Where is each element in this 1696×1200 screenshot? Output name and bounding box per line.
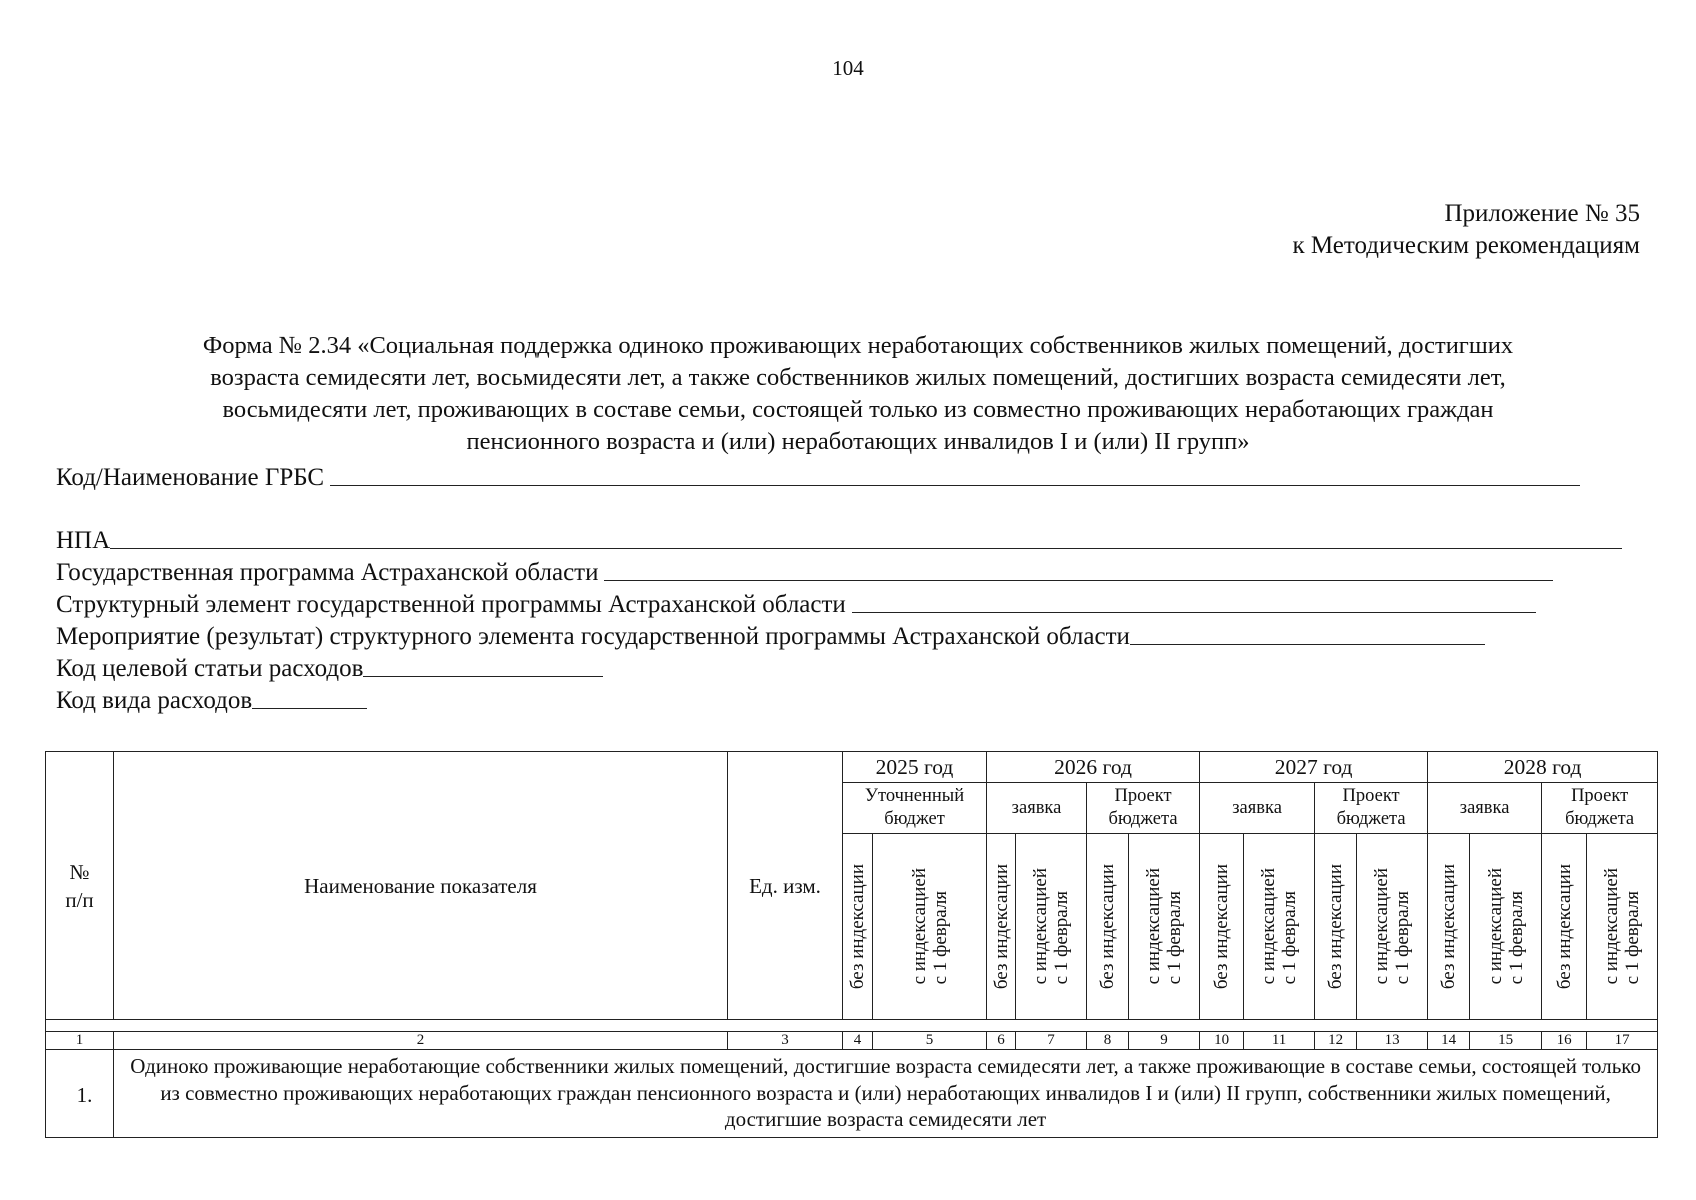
with-index-header [873, 834, 987, 1020]
column-number: 17 [1587, 1032, 1658, 1050]
no-index-header [1087, 834, 1129, 1020]
request-2028-header: заявка [1428, 783, 1542, 834]
with-index-header [1129, 834, 1200, 1020]
no-index-header [987, 834, 1016, 1020]
no-index-text: без индексации [1325, 863, 1347, 990]
form-title-line-1: Форма № 2.34 «Социальная поддержка одиноко проживающих неработающих собственников жилых помещений, достигших [202, 332, 1514, 359]
expense-code-label: Код вида расходов [56, 687, 253, 714]
header-gap-cell [46, 1020, 1658, 1032]
npa-label: НПА [56, 527, 111, 554]
form-title-line-3: восьмидесяти лет, проживающих в составе семьи, состоящей только из совместно проживающих неработающих граждан [222, 396, 1494, 423]
no-index-header [1315, 834, 1357, 1020]
no-index-text: без индексации [1211, 863, 1233, 990]
no-index-header [843, 834, 873, 1020]
with-index-line-1: с индексацией [1484, 868, 1506, 985]
measure-label: Мероприятие (результат) структурного элемента государственной программы Астраханской области [56, 623, 1130, 650]
column-number: 16 [1542, 1032, 1587, 1050]
no-index-header [1428, 834, 1470, 1020]
with-index-text [1143, 868, 1185, 984]
gos-program-field [56, 555, 1553, 587]
with-index-line-2: с 1 февраля [929, 891, 951, 985]
refined-budget-2025-header: Уточненный бюджет [843, 783, 987, 834]
npa-input-line[interactable] [110, 526, 1622, 549]
with-index-line-1: с индексацией [1143, 868, 1165, 985]
draft-budget-2028-header: Проект бюджета [1542, 783, 1658, 834]
appendix-line-1: Приложение № 35 [1444, 200, 1640, 227]
target-code-input-line[interactable] [363, 654, 603, 677]
form-title-line-2: возраста семидесяти лет, восьмидесяти лет, а также собственников жилых помещений, достигших возраста семидесяти лет, [210, 364, 1506, 391]
with-index-line-2: с 1 февраля [1279, 891, 1301, 985]
with-index-line-2: с 1 февраля [1505, 891, 1527, 985]
form-title [60, 330, 1656, 458]
grbs-input-line[interactable] [330, 463, 1580, 486]
header-gap [46, 1020, 1658, 1032]
struct-element-field [56, 587, 1536, 619]
target-code-label: Код целевой статьи расходов [56, 655, 364, 682]
with-index-line-2: с 1 февраля [1622, 891, 1644, 985]
target-code-field [56, 651, 603, 683]
with-index-header [1470, 834, 1542, 1020]
no-index-text: без индексации [1438, 863, 1460, 990]
table-row [46, 1050, 1658, 1138]
expense-code-input-line[interactable] [252, 686, 367, 709]
with-index-text [909, 868, 951, 984]
row-number: 1. [46, 1050, 114, 1138]
with-index-line-2: с 1 февраля [1051, 891, 1073, 985]
with-index-header [1244, 834, 1315, 1020]
no-index-text: без индексации [990, 863, 1012, 990]
with-index-text [1485, 868, 1527, 984]
with-index-header [1357, 834, 1428, 1020]
no-index-header [1542, 834, 1587, 1020]
gos-program-label: Государственная программа Астраханской области [56, 559, 599, 586]
with-index-line-2: с 1 февраля [1164, 891, 1186, 985]
no-index-header [1200, 834, 1244, 1020]
with-index-line-1: с индексацией [908, 868, 930, 985]
year-2026-header: 2026 год [987, 752, 1200, 783]
page-number: 104 [832, 56, 864, 80]
year-2028-header: 2028 год [1428, 752, 1658, 783]
column-number: 13 [1357, 1032, 1428, 1050]
indicators-table [45, 751, 1658, 1138]
with-index-line-1: с индексацией [1030, 868, 1052, 985]
row-description: Одиноко проживающие неработающие собственники жилых помещений, достигшие возраста семидесяти лет, а также проживающие в составе семьи, состоящей только из совместно проживающих неработающих граждан пенсионного возраста и (или) неработающих инвалидов I и (или) II групп, собственники жилых помещений, достигшие возраста семидесяти лет [114, 1050, 1658, 1138]
with-index-text [1371, 868, 1413, 984]
year-2025-header: 2025 год [843, 752, 987, 783]
column-number: 10 [1200, 1032, 1244, 1050]
struct-element-label: Структурный элемент государственной программы Астраханской области [56, 591, 846, 618]
column-number-row [46, 1032, 1658, 1050]
appendix-line-2: к Методическим рекомендациям [1292, 232, 1640, 259]
with-index-line-1: с индексацией [1371, 868, 1393, 985]
grbs-field [56, 460, 1580, 492]
col-name-header: Наименование показателя [114, 752, 728, 1020]
with-index-header [1587, 834, 1658, 1020]
request-2026-header: заявка [987, 783, 1087, 834]
with-index-line-1: с индексацией [1258, 868, 1280, 985]
expense-code-field [56, 683, 367, 715]
draft-budget-2027-header: Проект бюджета [1315, 783, 1428, 834]
appendix-header [1292, 198, 1640, 262]
struct-element-input-line[interactable] [852, 590, 1536, 613]
column-number: 9 [1129, 1032, 1200, 1050]
column-number: 14 [1428, 1032, 1470, 1050]
measure-input-line[interactable] [1130, 622, 1485, 645]
npa-field [56, 523, 1622, 555]
column-number: 11 [1244, 1032, 1315, 1050]
column-number: 5 [873, 1032, 987, 1050]
no-index-text: без индексации [847, 863, 868, 990]
with-index-text [1258, 868, 1300, 984]
with-index-line-2: с 1 февраля [1392, 891, 1414, 985]
column-number: 7 [1016, 1032, 1087, 1050]
col-num-header-text: № п/п [65, 859, 94, 912]
column-number: 15 [1470, 1032, 1542, 1050]
column-number: 6 [987, 1032, 1016, 1050]
request-2027-header: заявка [1200, 783, 1315, 834]
column-number: 3 [728, 1032, 843, 1050]
draft-budget-2026-header: Проект бюджета [1087, 783, 1200, 834]
with-index-text [1601, 868, 1643, 984]
no-index-text: без индексации [1553, 863, 1575, 990]
with-index-text [1030, 868, 1072, 984]
column-number: 1 [46, 1032, 114, 1050]
column-number: 8 [1087, 1032, 1129, 1050]
form-title-line-4: пенсионного возраста и (или) неработающих инвалидов I и (или) II групп» [466, 428, 1250, 455]
year-2027-header: 2027 год [1200, 752, 1428, 783]
col-unit-header: Ед. изм. [728, 752, 843, 1020]
grbs-label: Код/Наименование ГРБС [56, 464, 325, 491]
measure-field [56, 619, 1485, 651]
column-number: 12 [1315, 1032, 1357, 1050]
col-num-header [46, 752, 114, 1020]
with-index-header [1016, 834, 1087, 1020]
column-number: 2 [114, 1032, 728, 1050]
with-index-line-1: с индексацией [1601, 868, 1623, 985]
no-index-text: без индексации [1097, 863, 1119, 990]
gos-program-input-line[interactable] [604, 558, 1553, 581]
column-number: 4 [843, 1032, 873, 1050]
